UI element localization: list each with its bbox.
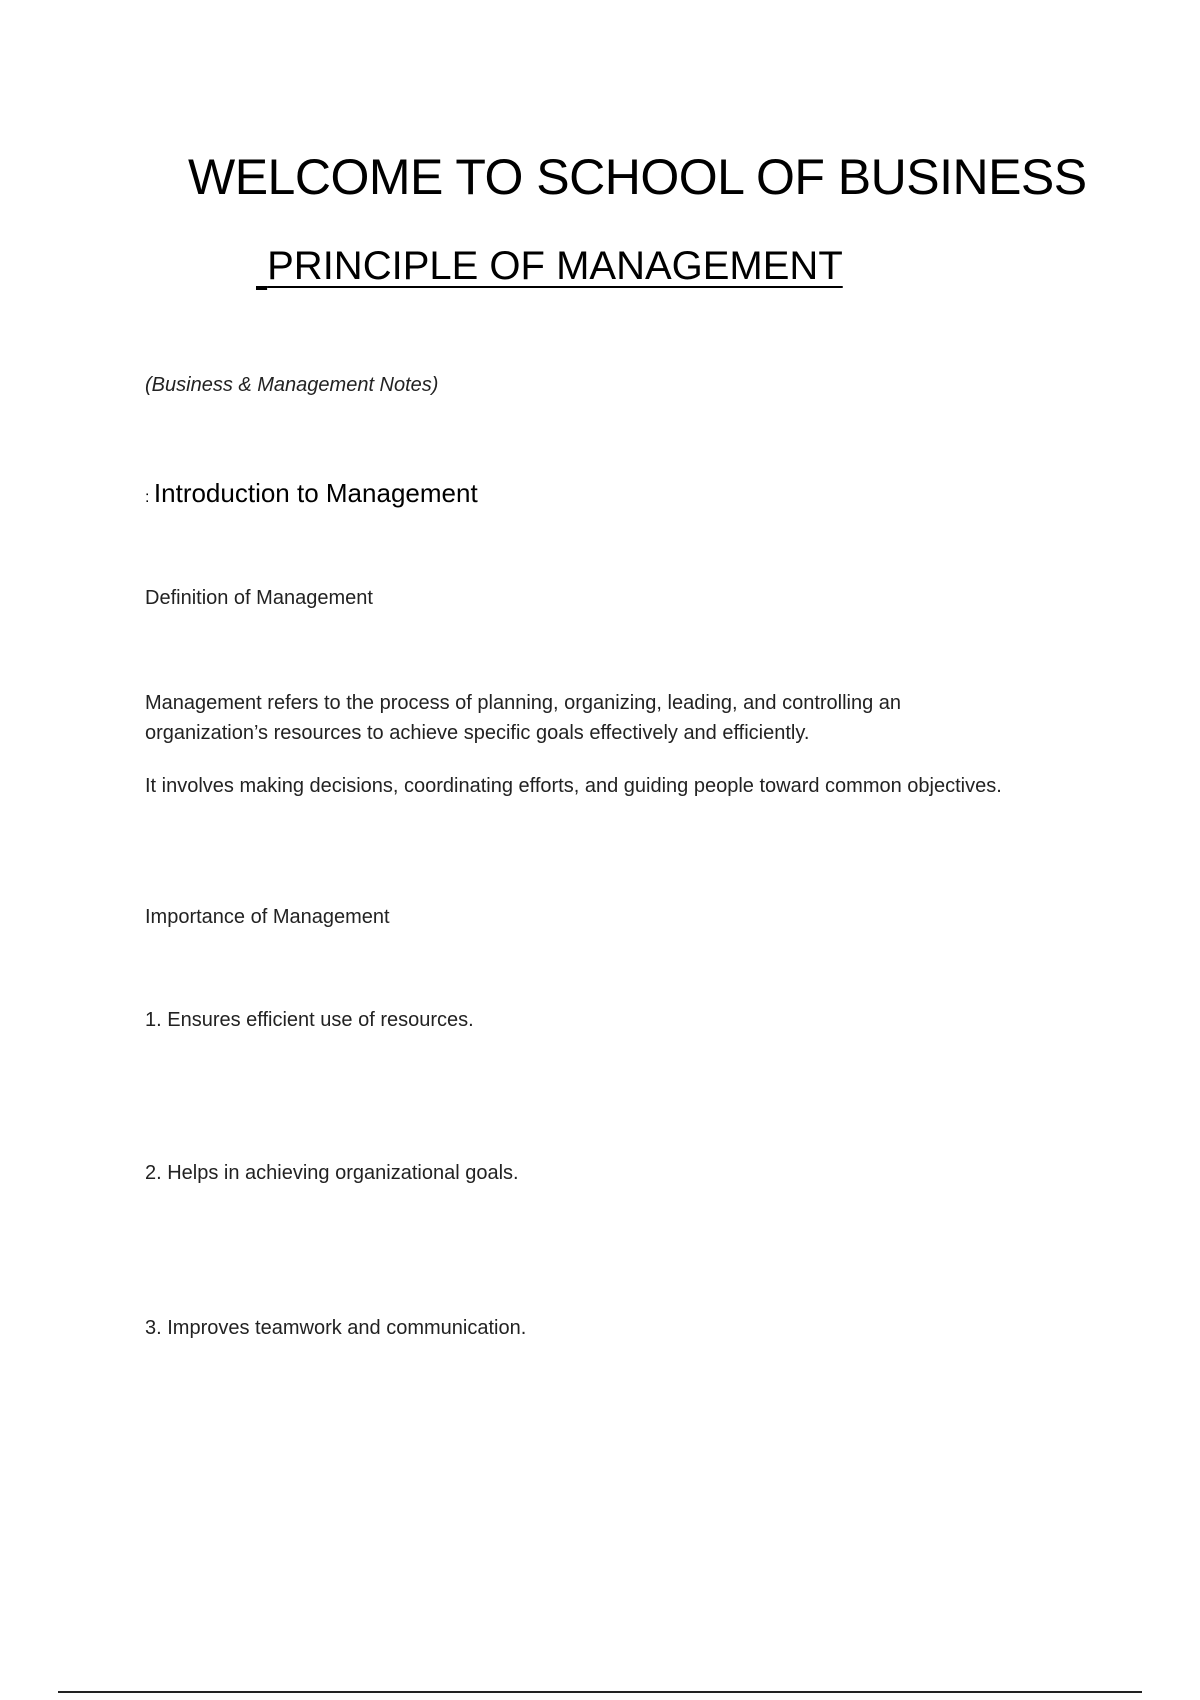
list-item: 2. Helps in achieving organizational goals. bbox=[145, 1162, 519, 1184]
list-item: 1. Ensures efficient use of resources. bbox=[145, 1009, 474, 1031]
document-subtitle-text: PRINCIPLE OF MANAGEMENT bbox=[267, 244, 843, 288]
definition-paragraph: It involves making decisions, coordinating efforts, and guiding people toward common objectives. bbox=[145, 775, 1002, 797]
section-heading-text: Introduction to Management bbox=[153, 478, 478, 508]
definition-paragraph: Management refers to the process of planning, organizing, leading, and controlling an organization’s resources to achieve specific goals effectively and efficiently. bbox=[145, 692, 902, 744]
document-title: WELCOME TO SCHOOL OF BUSINESS bbox=[188, 149, 1087, 205]
document-subtitle bbox=[256, 244, 843, 289]
list-item: 3. Improves teamwork and communication. bbox=[145, 1317, 527, 1339]
section-heading-prefix: : bbox=[145, 489, 150, 506]
footer-divider bbox=[58, 1691, 1142, 1693]
importance-label: Importance of Management bbox=[145, 906, 390, 928]
section-heading bbox=[145, 478, 478, 509]
notes-caption: (Business & Management Notes) bbox=[145, 374, 439, 396]
definition-label: Definition of Management bbox=[145, 587, 373, 609]
